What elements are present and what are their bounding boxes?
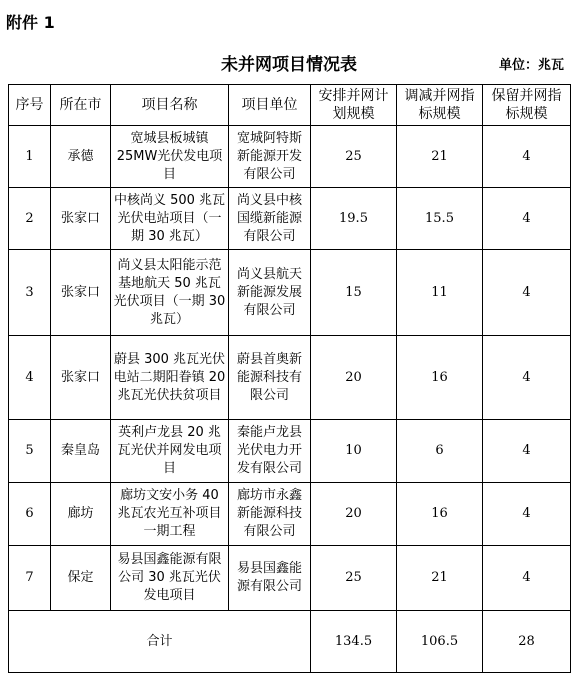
header-row: [9, 85, 571, 126]
cell-project: 蔚县 300 兆瓦光伏电站二期阳眷镇 20 兆瓦光伏扶贫项目: [111, 336, 229, 420]
cell-city: 张家口: [51, 336, 111, 420]
cell-seq: 2: [9, 188, 51, 250]
cell-city: 张家口: [51, 250, 111, 336]
cell-seq: 4: [9, 336, 51, 420]
page-title: 未并网项目情况表: [221, 55, 357, 75]
table-row: [9, 420, 571, 483]
table-row: [9, 188, 571, 250]
cell-city: 廊坊: [51, 483, 111, 546]
cell-city: 承德: [51, 126, 111, 188]
cell-plan: 15: [311, 250, 397, 336]
cell-plan: 20: [311, 483, 397, 546]
header-retain: 保留并网指标规模: [483, 85, 571, 126]
header-company: 项目单位: [229, 85, 311, 126]
cell-city: 保定: [51, 546, 111, 611]
cell-plan: 25: [311, 126, 397, 188]
cell-plan: 25: [311, 546, 397, 611]
cell-total-reduce: 106.5: [397, 611, 483, 673]
cell-company: 宽城阿特斯新能源开发有限公司: [229, 126, 311, 188]
cell-plan: 10: [311, 420, 397, 483]
cell-retain: 4: [483, 336, 571, 420]
cell-seq: 6: [9, 483, 51, 546]
header-reduce: 调减并网指标规模: [397, 85, 483, 126]
cell-project: 中核尚义 500 兆瓦光伏电站项目（一期 30 兆瓦）: [111, 188, 229, 250]
cell-reduce: 16: [397, 336, 483, 420]
table-row: [9, 126, 571, 188]
cell-retain: 4: [483, 250, 571, 336]
cell-company: 秦能卢龙县光伏电力开发有限公司: [229, 420, 311, 483]
cell-plan: 19.5: [311, 188, 397, 250]
cell-reduce: 21: [397, 126, 483, 188]
cell-reduce: 6: [397, 420, 483, 483]
cell-retain: 4: [483, 188, 571, 250]
cell-reduce: 21: [397, 546, 483, 611]
cell-city: 秦皇岛: [51, 420, 111, 483]
total-row: [9, 611, 571, 673]
table-row: [9, 336, 571, 420]
unit-label: 单位：兆瓦: [498, 58, 564, 73]
cell-city: 张家口: [51, 188, 111, 250]
cell-retain: 4: [483, 483, 571, 546]
cell-company: 尚义县中核国缆新能源有限公司: [229, 188, 311, 250]
project-table: [8, 84, 571, 673]
cell-total-retain: 28: [483, 611, 571, 673]
cell-seq: 1: [9, 126, 51, 188]
cell-retain: 4: [483, 420, 571, 483]
table-row: [9, 546, 571, 611]
table-row: [9, 483, 571, 546]
cell-seq: 3: [9, 250, 51, 336]
cell-reduce: 16: [397, 483, 483, 546]
header-plan: 安排并网计划规模: [311, 85, 397, 126]
cell-project: 易县国鑫能源有限公司 30 兆瓦光伏发电项目: [111, 546, 229, 611]
cell-total-plan: 134.5: [311, 611, 397, 673]
cell-retain: 4: [483, 126, 571, 188]
table-row: [9, 250, 571, 336]
cell-seq: 7: [9, 546, 51, 611]
cell-project: 尚义县太阳能示范基地航天 50 兆瓦光伏项目（一期 30 兆瓦）: [111, 250, 229, 336]
cell-project: 英利卢龙县 20 兆瓦光伏并网发电项目: [111, 420, 229, 483]
header-project: 项目名称: [111, 85, 229, 126]
cell-plan: 20: [311, 336, 397, 420]
cell-retain: 4: [483, 546, 571, 611]
header-city: 所在市: [51, 85, 111, 126]
cell-reduce: 15.5: [397, 188, 483, 250]
header-seq: 序号: [9, 85, 51, 126]
cell-company: 易县国鑫能源有限公司: [229, 546, 311, 611]
cell-company: 廊坊市永鑫新能源科技有限公司: [229, 483, 311, 546]
cell-seq: 5: [9, 420, 51, 483]
cell-reduce: 11: [397, 250, 483, 336]
cell-project: 宽城县板城镇25MW光伏发电项目: [111, 126, 229, 188]
cell-company: 尚义县航天新能源发展有限公司: [229, 250, 311, 336]
attachment-label: 附件 1: [6, 13, 55, 32]
cell-project: 廊坊文安小务 40 兆瓦农光互补项目一期工程: [111, 483, 229, 546]
cell-company: 蔚县首奥新能源科技有限公司: [229, 336, 311, 420]
cell-total-label: 合计: [9, 611, 311, 673]
